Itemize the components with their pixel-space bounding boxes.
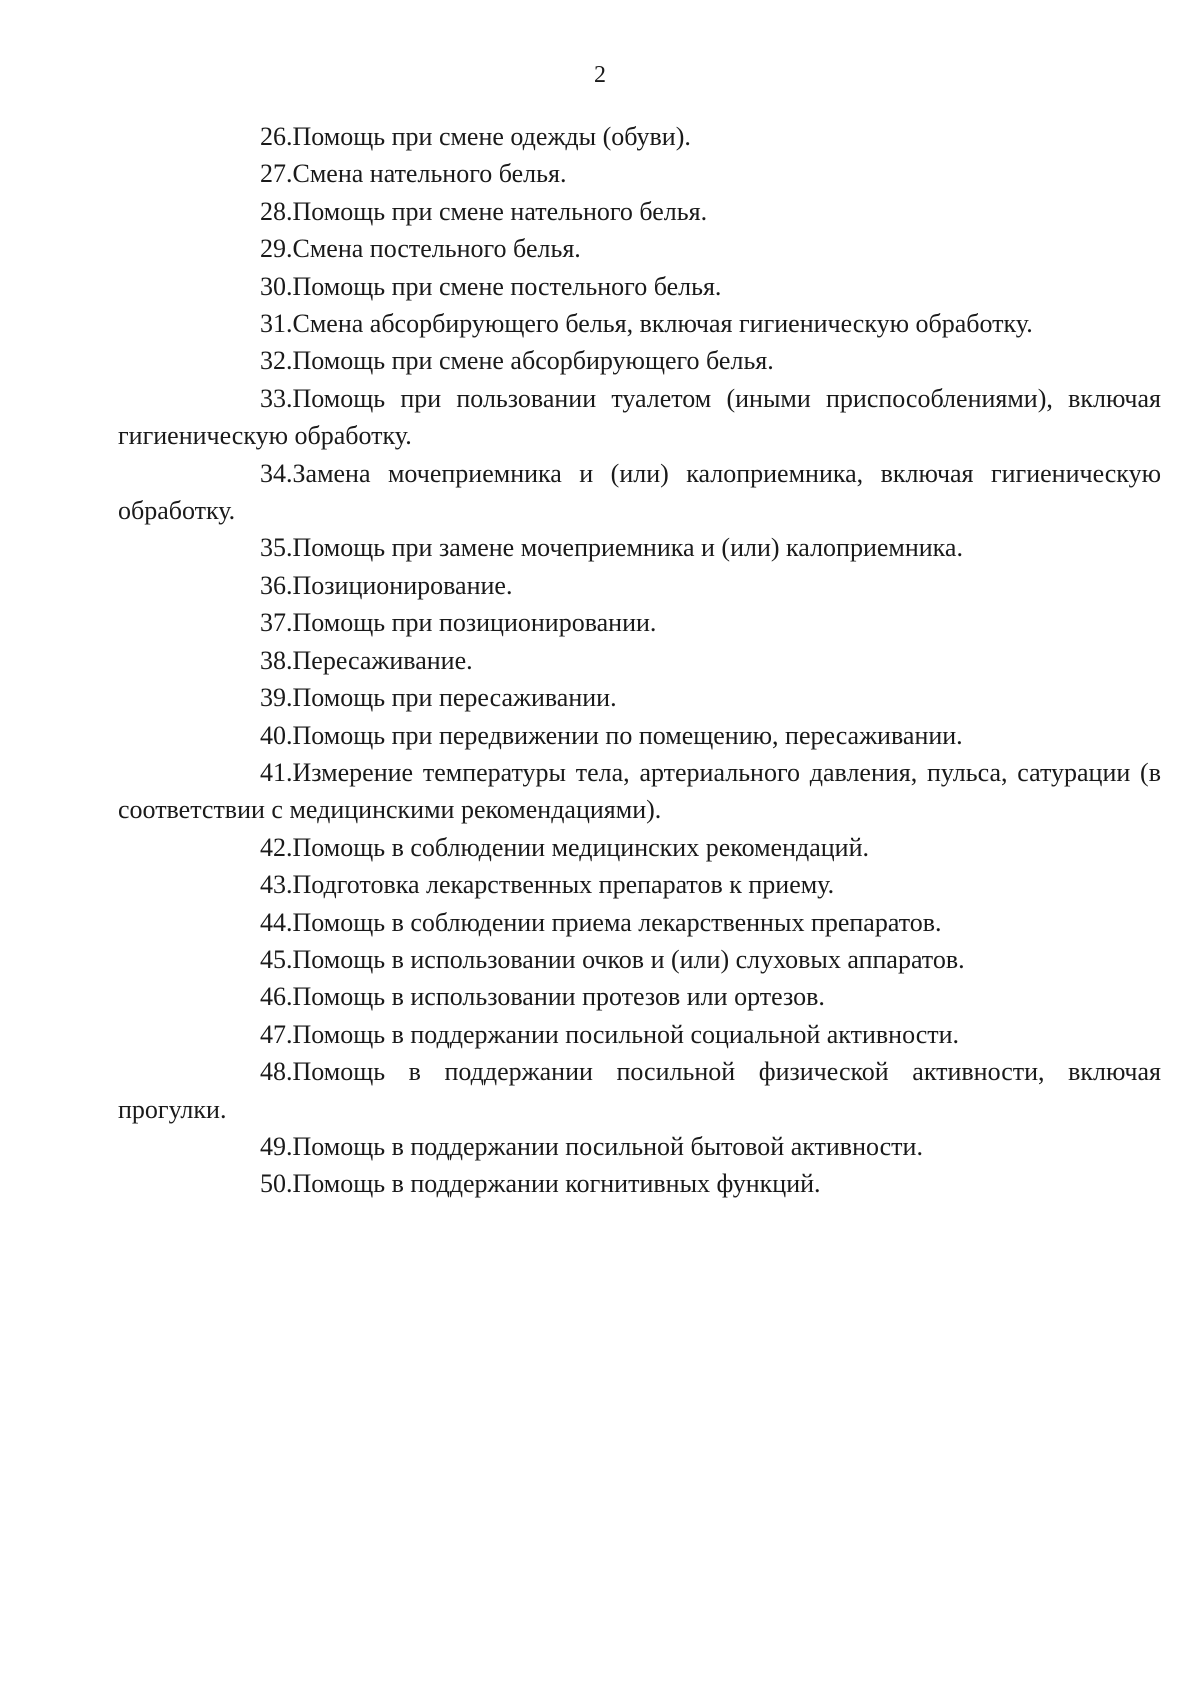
- list-item: [118, 904, 1161, 941]
- item-number: 48.: [260, 1057, 293, 1087]
- item-text: Помощь в соблюдении приема лекарственных препаратов.: [292, 907, 942, 937]
- list-item: [118, 455, 1161, 530]
- item-text: Помощь в использовании очков и (или) слуховых аппаратов.: [292, 944, 965, 974]
- item-text: Подготовка лекарственных препаратов к приему.: [292, 870, 835, 900]
- item-text: Смена нательного белья.: [292, 159, 567, 189]
- item-number: 45.: [260, 944, 293, 974]
- list-item: [118, 529, 1161, 566]
- item-number: 35.: [260, 533, 293, 563]
- services-list: [118, 118, 1161, 1203]
- list-item: [118, 941, 1161, 978]
- item-text: Помощь при смене нательного белья.: [292, 196, 708, 226]
- item-number: 42.: [260, 832, 293, 862]
- list-item: [118, 642, 1161, 679]
- item-number: 38.: [260, 645, 293, 675]
- list-item: [118, 754, 1161, 829]
- item-text: Позиционирование.: [292, 570, 513, 600]
- list-item: [118, 1128, 1161, 1165]
- item-text: Помощь в поддержании посильной бытовой активности.: [292, 1131, 923, 1161]
- item-text: Помощь при замене мочеприемника и (или) калоприемника.: [292, 533, 963, 563]
- item-number: 40.: [260, 720, 293, 750]
- item-text: Помощь при передвижении по помещению, пересаживании.: [292, 720, 963, 750]
- list-item: [118, 604, 1161, 641]
- item-text: Помощь в поддержании посильной физической активности, включая прогулки.: [118, 1057, 1161, 1124]
- item-text: Замена мочеприемника и (или) калоприемника, включая гигиеническую обработку.: [118, 458, 1161, 526]
- item-text: Помощь при смене абсорбирующего белья.: [292, 346, 774, 376]
- item-text: Помощь при смене одежды (обуви).: [292, 122, 691, 151]
- list-item: [118, 1053, 1161, 1128]
- page-number: 2: [594, 62, 606, 88]
- item-number: 31.: [260, 309, 293, 339]
- list-item: [118, 342, 1161, 379]
- list-item: [118, 230, 1161, 267]
- item-text: Помощь при позиционировании.: [292, 608, 657, 638]
- item-number: 43.: [260, 870, 293, 900]
- item-text: Помощь в использовании протезов или ортезов.: [292, 982, 825, 1012]
- list-item: [118, 679, 1161, 716]
- item-number: 41.: [260, 757, 293, 787]
- item-number: 36.: [260, 570, 293, 600]
- item-number: 33.: [260, 383, 293, 413]
- item-number: 49.: [260, 1131, 293, 1161]
- item-text: Пересаживание.: [292, 645, 473, 675]
- item-text: Измерение температуры тела, артериального давления, пульса, сатурации (в соответствии с медицинскими рекомендациями).: [118, 757, 1161, 825]
- list-item: [118, 866, 1161, 903]
- item-number: 29.: [260, 234, 293, 264]
- item-number: 26.: [260, 122, 293, 151]
- item-number: 46.: [260, 982, 293, 1012]
- list-item: [118, 829, 1161, 866]
- list-item: [118, 268, 1161, 305]
- item-number: 50.: [260, 1169, 293, 1199]
- list-item: [118, 305, 1161, 342]
- item-number: 32.: [260, 346, 293, 376]
- item-number: 34.: [260, 458, 293, 488]
- list-item: [118, 567, 1161, 604]
- list-item: [118, 1016, 1161, 1053]
- list-item: [118, 380, 1161, 455]
- list-item: [118, 1165, 1161, 1202]
- list-item: [118, 717, 1161, 754]
- item-number: 27.: [260, 159, 293, 189]
- item-text: Помощь при пользовании туалетом (иными приспособлениями), включая гигиеническую обработку.: [118, 383, 1161, 451]
- item-text: Помощь в поддержании посильной социальной активности.: [292, 1019, 960, 1049]
- item-number: 47.: [260, 1019, 293, 1049]
- item-number: 30.: [260, 271, 293, 301]
- item-text: Смена постельного белья.: [292, 234, 581, 264]
- item-text: Смена абсорбирующего белья, включая гигиеническую обработку.: [292, 309, 1033, 339]
- item-text: Помощь в поддержании когнитивных функций.: [292, 1169, 821, 1199]
- item-text: Помощь в соблюдении медицинских рекомендаций.: [292, 832, 869, 862]
- item-number: 39.: [260, 683, 293, 713]
- item-text: Помощь при пересаживании.: [292, 683, 617, 713]
- list-item: [118, 118, 1161, 155]
- item-number: 28.: [260, 196, 293, 226]
- item-number: 44.: [260, 907, 293, 937]
- list-item: [118, 155, 1161, 192]
- list-item: [118, 193, 1161, 230]
- item-text: Помощь при смене постельного белья.: [292, 271, 722, 301]
- item-number: 37.: [260, 608, 293, 638]
- list-item: [118, 978, 1161, 1015]
